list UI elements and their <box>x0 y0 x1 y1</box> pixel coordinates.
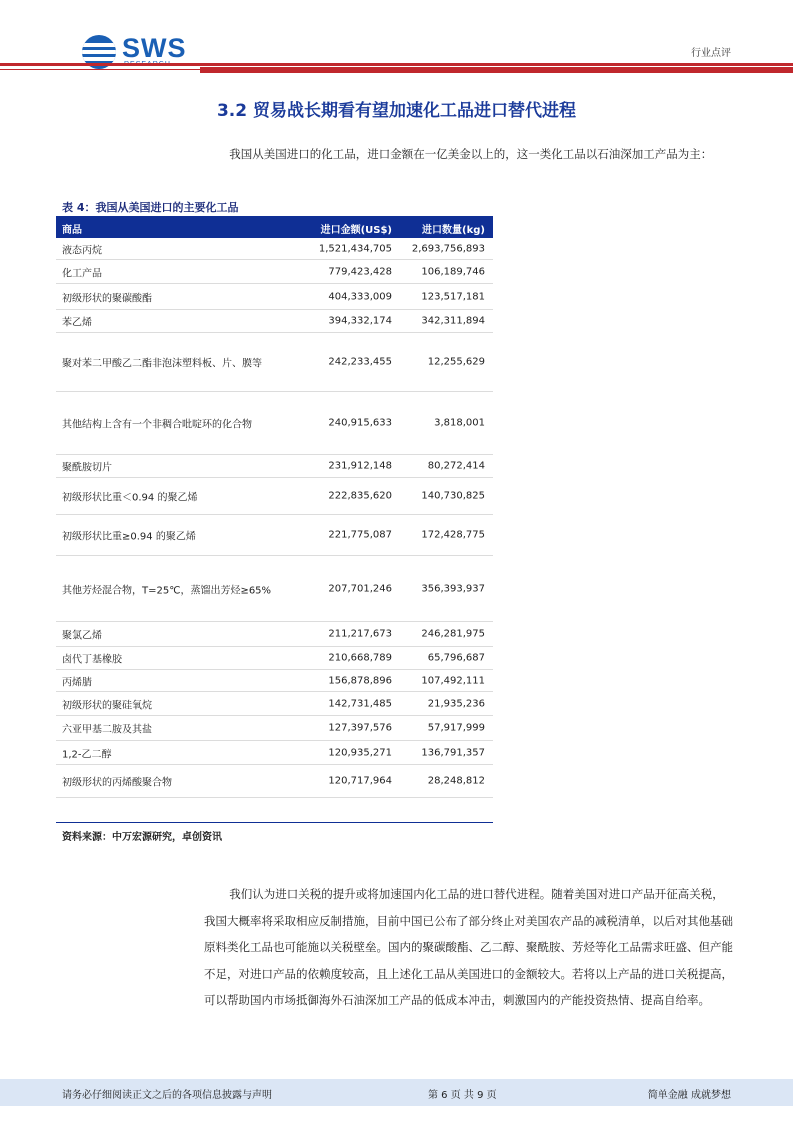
cell-product: 卤代丁基橡胶 <box>62 654 122 666</box>
cell-quantity: 107,492,111 <box>421 675 485 686</box>
table-row <box>56 765 493 798</box>
cell-product: 初级形状的聚碳酸酯 <box>62 293 152 304</box>
table-row <box>56 238 493 260</box>
table-row <box>56 515 493 556</box>
cell-quantity: 12,255,629 <box>427 356 485 368</box>
page-footer <box>0 1079 793 1106</box>
cell-quantity: 172,428,775 <box>421 529 485 541</box>
cell-amount: 779,423,428 <box>328 266 392 277</box>
table-row <box>56 741 493 765</box>
cell-amount: 221,775,087 <box>328 529 392 541</box>
cell-quantity: 65,796,687 <box>427 652 485 664</box>
cell-product: 化工产品 <box>62 268 102 279</box>
cell-amount: 207,701,246 <box>328 583 392 594</box>
cell-product: 聚氯乙烯 <box>62 630 102 642</box>
cell-amount: 240,915,633 <box>328 417 392 429</box>
table-row <box>56 556 493 622</box>
table-row <box>56 670 493 692</box>
header-divider-thick <box>200 67 793 73</box>
cell-product: 丙烯腈 <box>62 677 92 688</box>
cell-amount: 222,835,620 <box>328 490 392 502</box>
cell-amount: 242,233,455 <box>328 356 392 368</box>
cell-quantity: 342,311,894 <box>421 315 485 327</box>
footer-slogan: 简单金融 成就梦想 <box>647 1090 731 1101</box>
table-row <box>56 310 493 333</box>
cell-quantity: 57,917,999 <box>427 722 485 734</box>
header-amount: 进口金额(US$) <box>320 225 392 236</box>
cell-product: 苯乙烯 <box>62 317 92 329</box>
cell-quantity: 246,281,975 <box>421 628 485 640</box>
cell-quantity: 80,272,414 <box>427 460 485 472</box>
cell-product: 液态丙烷 <box>62 245 102 256</box>
table-row <box>56 622 493 647</box>
cell-quantity: 28,248,812 <box>427 775 485 787</box>
cell-product: 其他结构上含有一个非稠合吡啶环的化合物 <box>62 419 252 431</box>
table-bottom-rule <box>56 822 493 823</box>
header-quantity: 进口数量(kg) <box>422 225 485 236</box>
cell-amount: 211,217,673 <box>328 628 392 640</box>
cell-amount: 231,912,148 <box>328 460 392 472</box>
cell-quantity: 140,730,825 <box>421 490 485 502</box>
cell-product: 其他芳烃混合物，T=25℃，蒸馏出芳烃≥65% <box>62 585 272 596</box>
cell-product: 初级形状的丙烯酸聚合物 <box>62 777 172 789</box>
cell-amount: 120,717,964 <box>328 775 392 787</box>
footer-disclaimer: 请务必仔细阅读正文之后的各项信息披露与声明 <box>62 1090 272 1101</box>
cell-amount: 1,521,434,705 <box>318 243 392 254</box>
table-body <box>56 238 493 798</box>
cell-product: 初级形状的聚硅氧烷 <box>62 700 152 711</box>
cell-product: 初级形状比重＜0.94 的聚乙烯 <box>62 492 198 504</box>
cell-quantity: 123,517,181 <box>421 291 485 302</box>
intro-paragraph: 我国从美国进口的化工品，进口金额在一亿美金以上的，这一类化工品以石油深加工产品为主： <box>229 147 713 161</box>
header-divider-thin <box>0 69 200 70</box>
table-row <box>56 392 493 455</box>
cell-product: 1,2-乙二醇 <box>62 749 112 760</box>
cell-product: 初级形状比重≥0.94 的聚乙烯 <box>62 531 196 543</box>
cell-quantity: 3,818,001 <box>434 417 485 429</box>
cell-amount: 394,332,174 <box>328 315 392 327</box>
cell-amount: 404,333,009 <box>328 291 392 302</box>
cell-amount: 210,668,789 <box>328 652 392 664</box>
cell-amount: 142,731,485 <box>328 698 392 709</box>
table-source: 资料来源：中万宏源研究，卓创资讯 <box>62 832 222 843</box>
section-title: 3.2 贸易战长期看有望加速化工品进口替代进程 <box>216 101 577 121</box>
table-row <box>56 478 493 515</box>
cell-quantity: 136,791,357 <box>421 747 485 758</box>
header-divider <box>0 63 793 66</box>
table-header <box>56 216 493 238</box>
cell-product: 聚酰胺切片 <box>62 462 112 474</box>
footer-page-number: 第 6 页 共 9 页 <box>428 1090 497 1101</box>
cell-quantity: 106,189,746 <box>421 266 485 277</box>
cell-product: 聚对苯二甲酸乙二酯非泡沫塑料板、片、膜等 <box>62 358 262 370</box>
table-row <box>56 692 493 716</box>
cell-quantity: 356,393,937 <box>421 583 485 594</box>
cell-quantity: 21,935,236 <box>427 698 485 709</box>
header-product: 商品 <box>62 225 82 236</box>
table-row <box>56 260 493 284</box>
table-row <box>56 716 493 741</box>
table-row <box>56 647 493 670</box>
logo-text: SWS <box>122 33 187 63</box>
cell-amount: 120,935,271 <box>328 747 392 758</box>
table-row <box>56 455 493 478</box>
report-type-label: 行业点评 <box>691 48 731 59</box>
body-paragraph: 我们认为进口关税的提升或将加速国内化工品的进口替代进程。随着美国对进口产品开征高关税，我国大概率将采取相应反制措施，目前中国已公布了部分终止对美国农产品的减税清单，以后对其他基础原料类化工品也可能施以关税壁垒。国内的聚碳酸酯、乙二醇、聚酰胺、芳烃等化工品需求旺盛、但产能不足，对进口产品的依赖度较高，且上述化工品从美国进口的金额较大。若将以上产品的进口关税提高，可以帮助国内市场抵御海外石油深加工产品的低成本冲击，刺激国内的产能投资热情、提高自给率。 <box>204 887 733 1007</box>
table-caption: 表 4：我国从美国进口的主要化工品 <box>62 201 239 214</box>
table-row <box>56 284 493 310</box>
cell-amount: 127,397,576 <box>328 722 392 734</box>
import-table <box>56 216 493 798</box>
cell-quantity: 2,693,756,893 <box>411 243 485 254</box>
cell-amount: 156,878,896 <box>328 675 392 686</box>
table-row <box>56 333 493 392</box>
cell-product: 六亚甲基二胺及其盐 <box>62 724 152 736</box>
